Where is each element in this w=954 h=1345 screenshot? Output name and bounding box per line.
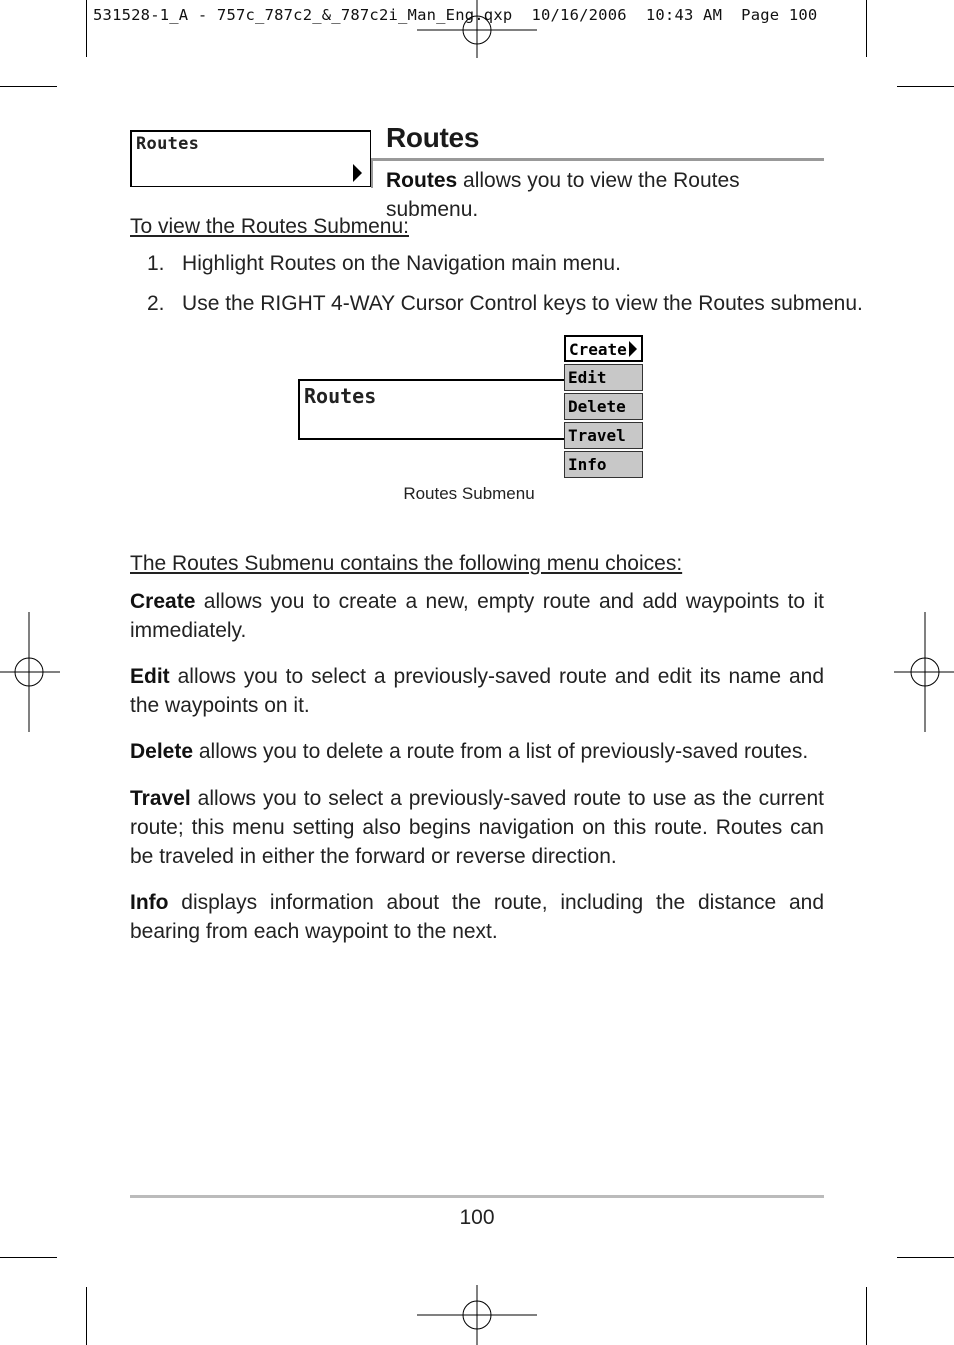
title-rule <box>372 158 824 161</box>
crop-mark <box>0 1257 57 1258</box>
crop-mark <box>866 0 867 57</box>
choice-paragraph-edit <box>130 662 824 720</box>
step-number: 2. <box>147 292 165 315</box>
crop-mark <box>86 0 87 57</box>
choice-term: Travel <box>130 787 191 810</box>
registration-mark-icon <box>417 1285 537 1345</box>
choice-term: Info <box>130 891 169 914</box>
step-item <box>147 289 863 318</box>
view-submenu-heading: To view the Routes Submenu: <box>130 215 409 238</box>
submenu-item-label: Info <box>568 455 607 474</box>
step-text: Use the RIGHT 4-WAY Cursor Control keys to view the Routes submenu. <box>182 292 863 315</box>
figure-menu-label: Routes <box>304 384 377 408</box>
submenu-item-label: Create <box>569 340 627 359</box>
crop-mark <box>897 1257 954 1258</box>
registration-mark-icon <box>894 612 954 732</box>
choice-desc: displays information about the route, including the distance and bearing from each waypoint to the next. <box>130 891 824 943</box>
page-number: 100 <box>459 1206 495 1229</box>
choice-desc: allows you to select a previously-saved route and edit its name and the waypoints on it. <box>130 665 824 717</box>
intro-term: Routes <box>386 169 458 192</box>
submenu-item-label: Delete <box>568 397 626 416</box>
submenu-item-label: Edit <box>568 368 607 387</box>
choice-term: Create <box>130 590 196 613</box>
choice-term: Edit <box>130 665 170 688</box>
registration-mark-icon <box>417 0 537 60</box>
section-intro <box>386 166 826 224</box>
submenu-item-create[interactable] <box>564 335 643 362</box>
section-title: Routes <box>386 122 480 153</box>
intro-text: allows you to view the Routes submenu. <box>386 169 740 221</box>
submenu-item-edit[interactable] <box>564 364 643 391</box>
submenu-item-label: Travel <box>568 426 626 445</box>
menu-choices-heading: The Routes Submenu contains the following menu choices: <box>130 552 683 575</box>
registration-mark-icon <box>0 612 60 732</box>
choice-term: Delete <box>130 740 194 763</box>
routes-menu-figure-box <box>298 379 564 440</box>
choice-desc: allows you to delete a route from a list of previously-saved routes. <box>193 740 809 763</box>
crop-mark <box>86 1287 87 1345</box>
choice-paragraph-create <box>130 587 824 645</box>
footer-rule <box>130 1195 824 1198</box>
choice-paragraph-delete <box>130 737 824 766</box>
crop-mark <box>866 1287 867 1345</box>
step-text: Highlight Routes on the Navigation main menu. <box>182 252 621 275</box>
step-number: 1. <box>147 252 165 275</box>
title-rule-vertical <box>371 158 373 188</box>
choice-desc: allows you to select a previously-saved route to use as the current route; this menu setting also begins navigation on this route. Routes can be traveled in either the forward or reverse direction. <box>130 787 824 868</box>
choice-paragraph-info <box>130 888 824 946</box>
choice-desc: allows you to create a new, empty route and add waypoints to it immediately. <box>130 590 824 642</box>
routes-menu-label: Routes <box>136 134 200 154</box>
right-triangle-icon <box>353 164 362 182</box>
figure-caption: Routes Submenu <box>403 484 535 503</box>
choice-paragraph-travel <box>130 784 824 871</box>
submenu-item-info[interactable] <box>564 451 643 478</box>
routes-submenu-list <box>564 335 643 480</box>
submenu-item-delete[interactable] <box>564 393 643 420</box>
submenu-item-travel[interactable] <box>564 422 643 449</box>
routes-menu-icon-box <box>130 130 371 187</box>
crop-mark <box>897 86 954 87</box>
crop-mark <box>0 86 57 87</box>
step-item <box>147 249 621 278</box>
right-triangle-icon <box>629 341 637 357</box>
print-slug: 531528-1_A - 757c_787c2_&_787c2i_Man_Eng.qxp 10/16/2006 10:43 AM Page 100 <box>93 6 818 24</box>
